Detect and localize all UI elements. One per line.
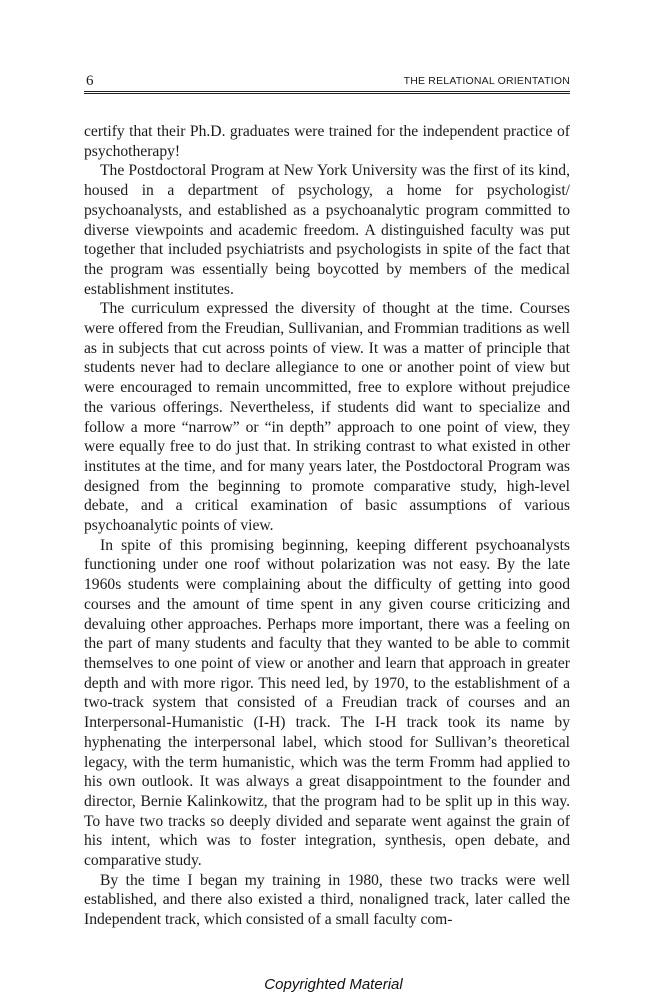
paragraph-independent-track: By the time I began my training in 1980, these two tracks were well established, and there also existed a third, nonaligned track, later called the Independent track, which consisted of a small faculty com- — [84, 871, 570, 929]
running-head — [84, 72, 570, 92]
paragraph-postdoctoral-program: The Postdoctoral Program at New York University was the first of its kind, housed in a department of psychology, a home for psychologist/ psychoanalysts, and established as a psychoanalytic program committed to diverse viewpoints and academic freedom. A distinguished faculty was put together that included psychiatrists and psychologists in spite of the fact that the program was essentially being boycotted by members of the medical establishment institutes. — [84, 162, 570, 298]
header-rule-top — [84, 91, 570, 92]
paragraph-two-track-system: In spite of this promising beginning, keeping different psychoanalysts functioning under one roof without polarization was not easy. By the late 1960s students were complaining about the difficulty of getting into good courses and the amount of time spent in any given course criticizing and devaluing other approaches. Perhaps more important, there was a feeling on the part of many students and faculty that they wanted to be able to commit themselves to one point of view or another and learn that approach in greater depth and with more rigor. This need led, by 1970, to the establishment of a two-track system that consisted of a Freudian track of courses and an Interpersonal-Humanistic (I-H) track. The I-H track took its name by hyphenating the interpersonal label, which stood for Sullivan’s theoretical legacy, with the term humanistic, which was the term Fromm had applied to his own outlook. It was always a great disappointment to the founder and director, Bernie Kalinkowitz, that the program had to be split up in this way. To have two tracks so deeply divided and separate went against the grain of his intent, which was to foster integration, synthesis, open debate, and comparative study. — [84, 536, 570, 870]
running-title: THE RELATIONAL ORIENTATION — [403, 75, 570, 87]
copyright-footer: Copyrighted Material — [264, 976, 403, 993]
paragraph-continued: certify that their Ph.D. graduates were trained for the independent practice of psychotherapy! — [84, 123, 570, 160]
paragraph-curriculum: The curriculum expressed the diversity of thought at the time. Courses were offered from the Freudian, Sullivanian, and Frommian traditions as well as in subjects that cut across points of view. It was a matter of principle that students never had to declare allegiance to one or another point of view but were encouraged to remain uncommitted, free to explore without prejudice the various offerings. Nevertheless, if students did want to specialize and follow a more “narrow” or “in depth” approach to one point of view, they were equally free to do just that. In striking contrast to what existed in other institutes at the time, and for many years later, the Postdoctoral Program was designed from the beginning to promote comparative study, high-level debate, and a critical examination of basic assumptions of various psychoanalytic points of view. — [84, 300, 570, 535]
page-number: 6 — [86, 73, 94, 89]
header-rule-bottom — [84, 93, 570, 94]
body-text — [84, 122, 570, 930]
